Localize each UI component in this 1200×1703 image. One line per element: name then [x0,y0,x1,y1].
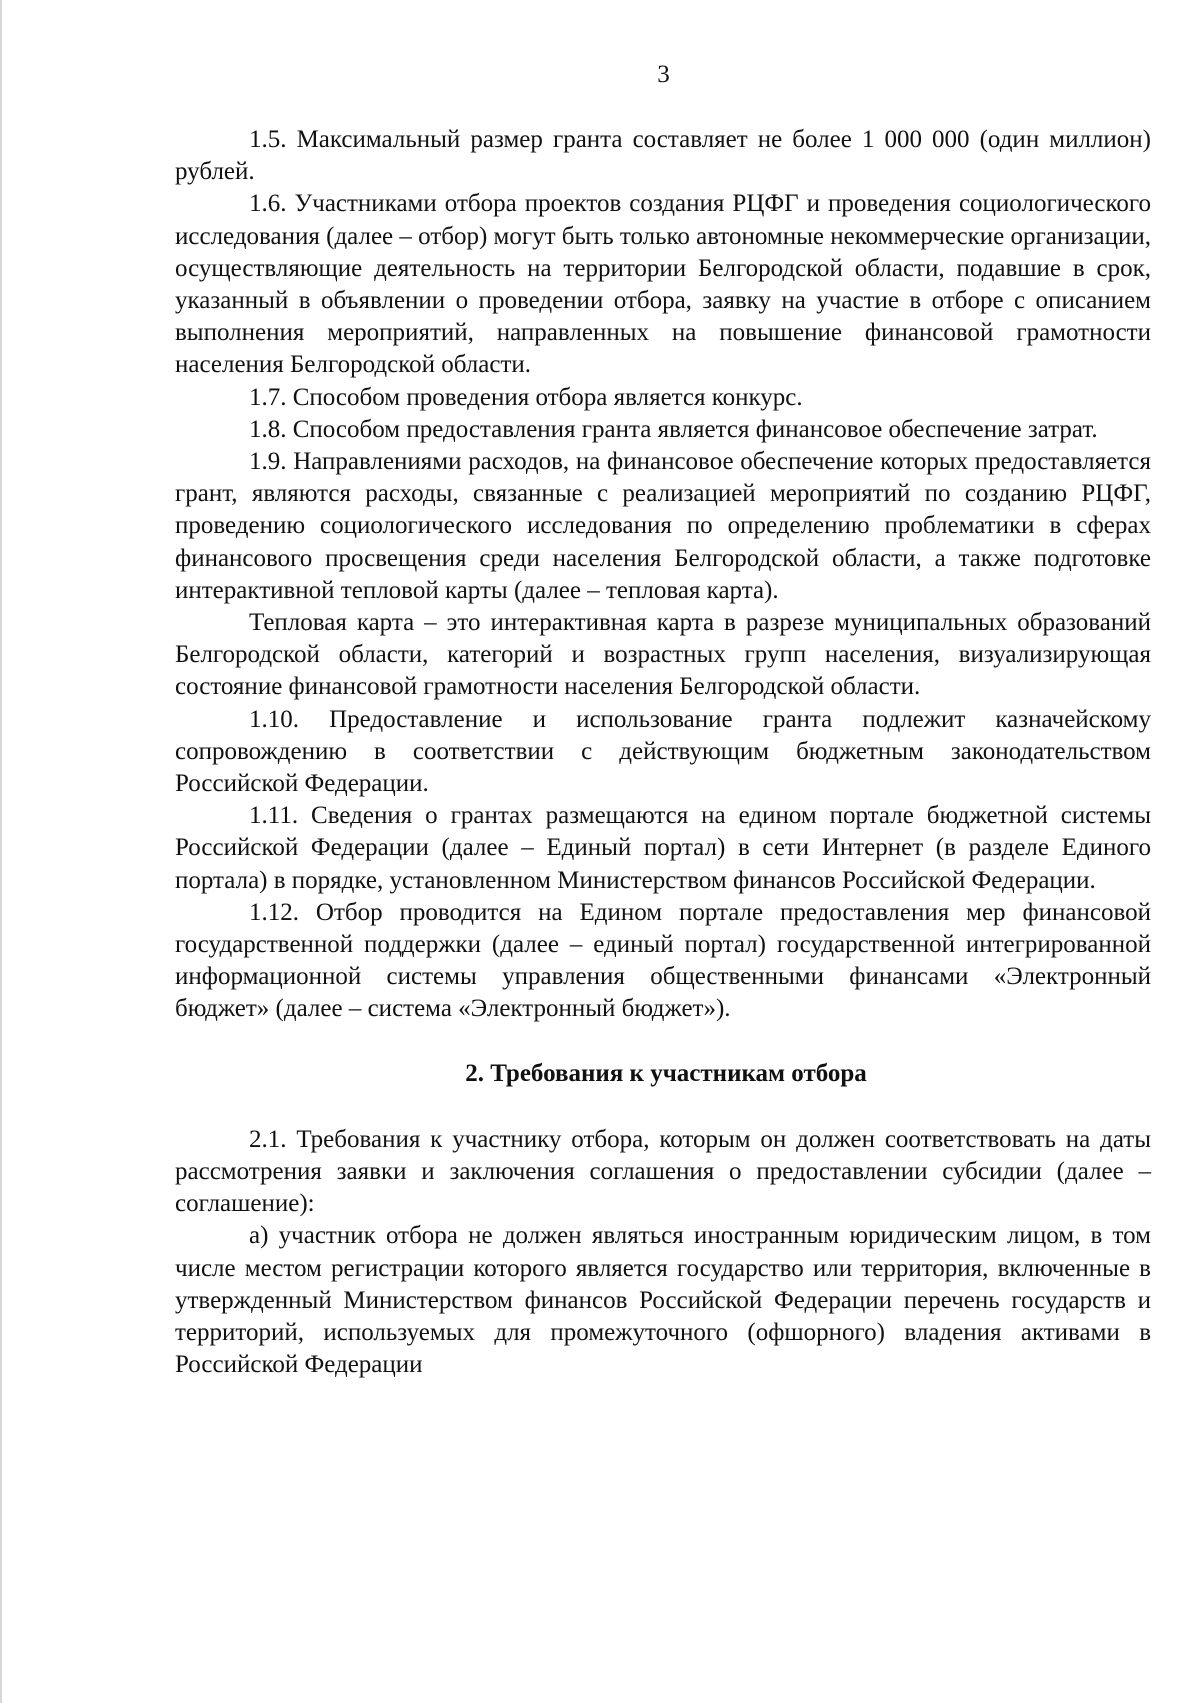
paragraph-2-1-a: а) участник отбора не должен являться иностранным юридическим лицом, в том числе местом регистрации которого является государство или территория, включенные в утвержденный Министерством финансов Российской Федерации перечень государств и территорий, используемых для промежуточного (офшорного) владения активами в Российской Федерации [175,1222,1151,1379]
paragraph-heat-map-definition: Тепловая карта – это интерактивная карта в разрезе муниципальных образований Белгородской области, категорий и возрастных групп населения, визуализирующая состояние финансовой грамотности населения Белгородской области. [175,609,1151,701]
paragraph-1-11: 1.11. Сведения о грантах размещаются на едином портале бюджетной системы Российской Федерации (далее – Единый портал) в сети Интернет (в разделе Единого портала) в порядке, установленном Министерством финансов Российской Федерации. [175,802,1151,894]
paragraph-1-8: 1.8. Способом предоставления гранта является финансовое обеспечение затрат. [249,415,1098,443]
paragraph-2-1: 2.1. Требования к участнику отбора, которым он должен соответствовать на даты рассмотрения заявки и заключения соглашения о предоставлении субсидии (далее – соглашение): [175,1125,1151,1218]
section-heading: 2. Требования к участникам отбора [465,1059,867,1087]
page-number: 3 [657,61,670,88]
paragraph-1-5: 1.5. Максимальный размер гранта составляет не более 1 000 000 (один миллион) рублей. [175,126,1151,186]
scan-edge-shadow [0,0,2,1703]
paragraph-1-7: 1.7. Способом проведения отбора является конкурс. [249,383,803,411]
paragraph-1-9: 1.9. Направлениями расходов, на финансовое обеспечение которых предоставляется грант, являются расходы, связанные с реализацией мероприятий по созданию РЦФГ, проведению социологического исследования по определению проблематики в сферах финансового просвещения среди населения Белгородской области, а также подготовке интерактивной тепловой карты (далее – тепловая карта). [175,448,1151,604]
paragraph-1-10: 1.10. Предоставление и использование гранта подлежит казначейскому сопровождению в соответствии с действующим бюджетным законодательством Российской Федерации. [175,705,1151,798]
paragraph-1-6: 1.6. Участниками отбора проектов создания РЦФГ и проведения социологического исследования (далее – отбор) могут быть только автономные некоммерческие организации, осуществляющие деятельность на территории Белгородской области, подавшие в срок, указанный в объявлении о проведении отбора, заявку на участие в отборе с описанием выполнения мероприятий, направленных на повышение финансовой грамотности населения Белгородской области. [175,190,1151,379]
paragraph-1-12: 1.12. Отбор проводится на Едином портале предоставления мер финансовой государственной поддержки (далее – единый портал) государственной интегрированной информационной системы управления общественными финансами «Электронный бюджет» (далее – система «Электронный бюджет»). [175,898,1151,1023]
document-body [175,124,1151,1381]
